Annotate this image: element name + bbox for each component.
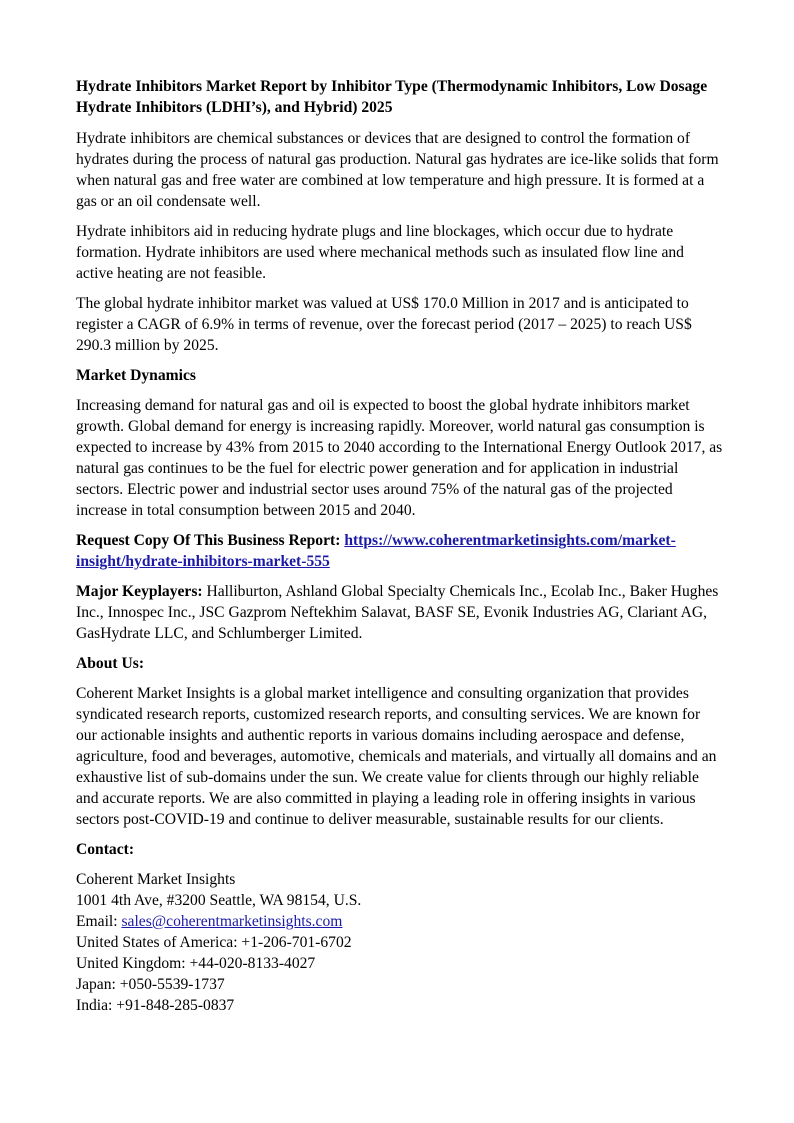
contact-phone-india: India: +91-848-285-0837	[76, 997, 235, 1014]
market-dynamics-paragraph: Increasing demand for natural gas and oil is expected to boost the global hydrate inhibitors market growth. Global demand for energy is increasing rapidly. Moreover, world natural gas consumption is expected to increase by 43% from 2015 to 2040 according to the International Energy Outlook 2017, as natural gas continues to be the fuel for electric power generation and for application in industrial sectors. Electric power and industrial sector uses around 75% of the natural gas of the projected increase in total consumption between 2015 and 2040.	[76, 397, 723, 519]
contact-heading: Contact:	[76, 841, 135, 858]
keyplayers-paragraph	[76, 581, 724, 644]
contact-phone-usa: United States of America: +1-206-701-6702	[76, 934, 352, 951]
document-title: Hydrate Inhibitors Market Report by Inhibitor Type (Thermodynamic Inhibitors, Low Dosage Hydrate Inhibitors (LDHI’s), and Hybrid) 2025	[76, 78, 708, 116]
about-paragraph: Coherent Market Insights is a global market intelligence and consulting organization that provides syndicated research reports, customized research reports, and consulting services. We are known for our actionable insights and authentic reports in various domains including aerospace and defense, agriculture, food and beverages, automotive, chemicals and materials, and virtually all domains and an exhaustive list of sub-domains under the sun. We create value for clients through our highly reliable and accurate reports. We are also committed in playing a leading role in offering insights in various sectors post-COVID-19 and continue to deliver measurable, sustainable results for our clients.	[76, 685, 717, 828]
request-copy-paragraph	[76, 530, 724, 572]
aid-paragraph: Hydrate inhibitors aid in reducing hydrate plugs and line blockages, which occur due to hydrate formation. Hydrate inhibitors are used where mechanical methods such as insulated flow line and active heating are not feasible.	[76, 223, 684, 282]
contact-address: 1001 4th Ave, #3200 Seattle, WA 98154, U.S.	[76, 892, 362, 909]
about-heading: About Us:	[76, 655, 145, 672]
keyplayers-label: Major Keyplayers:	[76, 583, 203, 600]
report-link[interactable]: https://www.coherentmarketinsights.com/market-insight/hydrate-inhibitors-market-555	[76, 532, 676, 570]
market-value-paragraph: The global hydrate inhibitor market was valued at US$ 170.0 Million in 2017 and is anticipated to register a CAGR of 6.9% in terms of revenue, over the forecast period (2017 – 2025) to reach US$ 290.3 million by 2025.	[76, 295, 692, 354]
document-page	[76, 66, 724, 1016]
contact-email-label: Email:	[76, 913, 122, 930]
contact-block	[76, 869, 724, 1016]
contact-company: Coherent Market Insights	[76, 871, 236, 888]
intro-paragraph: Hydrate inhibitors are chemical substances or devices that are designed to control the formation of hydrates during the process of natural gas production. Natural gas hydrates are ice-like solids that form when natural gas and free water are combined at low temperature and high pressure. It is formed at a gas or an oil condensate well.	[76, 130, 719, 210]
keyplayers-text: Halliburton, Ashland Global Specialty Chemicals Inc., Ecolab Inc., Baker Hughes Inc., Innospec Inc., JSC Gazprom Neftekhim Salavat, BASF SE, Evonik Industries AG, Clariant AG, GasHydrate LLC, and Schlumberger Limited.	[76, 583, 719, 642]
contact-phone-uk: United Kingdom: +44-020-8133-4027	[76, 955, 316, 972]
contact-email-link[interactable]: sales@coherentmarketinsights.com	[121, 913, 343, 930]
contact-phone-japan: Japan: +050-5539-1737	[76, 976, 225, 993]
request-copy-label: Request Copy Of This Business Report:	[76, 532, 345, 549]
market-dynamics-heading: Market Dynamics	[76, 367, 196, 384]
contact-email-line	[76, 911, 724, 932]
